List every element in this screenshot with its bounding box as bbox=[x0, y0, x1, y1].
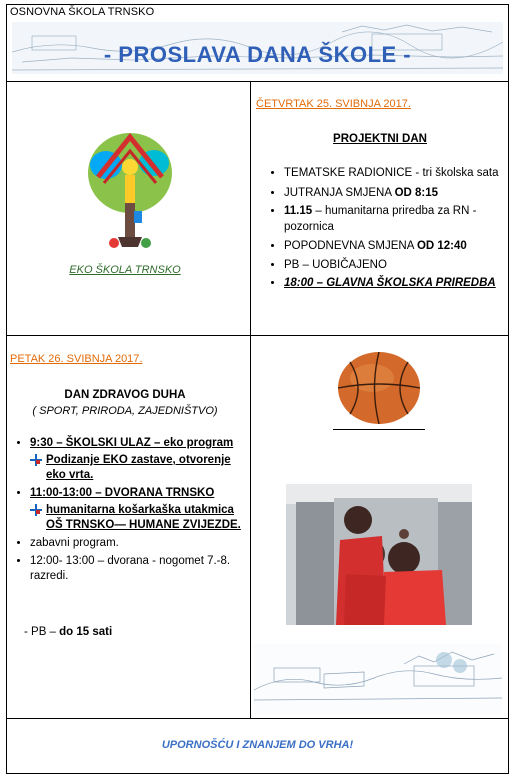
list-item: • TEMATSKE RADIONICE - tri školska sata bbox=[284, 166, 508, 182]
footer-sketch-image bbox=[254, 644, 502, 714]
plus-bullet-icon bbox=[30, 454, 42, 466]
school-motto: UPORNOŠĆU I ZNANJEM DO VRHA! bbox=[161, 739, 354, 751]
list-item: • PB – UOBIČAJENO bbox=[284, 258, 508, 274]
image-underline bbox=[333, 429, 425, 430]
list-item: • JUTRANJA SMJENA OD 8:15 bbox=[284, 186, 508, 202]
list-item: • 12:00- 13:00 – dvorana - nogomet 7.-8. razredi. bbox=[30, 554, 248, 584]
divider-middle bbox=[6, 335, 509, 336]
sub-list-item: Podizanje EKO zastave, otvorenje eko vrta. bbox=[30, 453, 248, 483]
list-item: • 9:30 – ŠKOLSKI ULAZ – eko program Podizanje EKO zastave, otvorenje eko vrta. bbox=[30, 436, 248, 483]
list-item: • 11.15 – humanitarna priredba za RN - pozornica bbox=[284, 204, 508, 235]
pb-closing-line: - PB – do 15 sati bbox=[24, 626, 113, 638]
kids-photo bbox=[286, 484, 472, 625]
friday-title: DAN ZDRAVOG DUHA bbox=[64, 389, 186, 401]
list-item: • POPODNEVNA SMJENA OD 12:40 bbox=[284, 239, 508, 255]
list-item: • zabavni program. bbox=[30, 536, 248, 551]
list-item: • 11:00-13:00 – DVORANA TRNSKO humanitarna košarkaška utakmica OŠ TRNSKO— HUMANE ZVIJEZDE. bbox=[30, 486, 248, 533]
eko-school-logo bbox=[80, 125, 180, 265]
logo-caption: EKO ŠKOLA TRNSKO bbox=[69, 264, 181, 276]
list-item: • 18:00 – GLAVNA ŠKOLSKA PRIREDBA bbox=[284, 276, 508, 292]
thursday-title: PROJEKTNI DAN bbox=[333, 133, 427, 145]
school-name: OSNOVNA ŠKOLA TRNSKO bbox=[10, 6, 155, 18]
divider-footer bbox=[6, 718, 509, 719]
thursday-schedule-list bbox=[268, 166, 508, 295]
friday-schedule-list bbox=[10, 436, 248, 587]
plus-bullet-icon bbox=[30, 504, 42, 516]
page-title: - PROSLAVA DANA ŠKOLE - bbox=[103, 42, 412, 67]
divider-header bbox=[6, 81, 509, 82]
basketball-image bbox=[336, 350, 422, 426]
divider-vertical bbox=[250, 82, 251, 718]
sub-list-item: humanitarna košarkaška utakmica OŠ TRNSKO— HUMANE ZVIJEZDE. bbox=[30, 503, 248, 533]
friday-date: PETAK 26. SVIBNJA 2017. bbox=[10, 353, 143, 365]
friday-subtitle: ( SPORT, PRIRODA, ZAJEDNIŠTVO) bbox=[32, 405, 218, 417]
thursday-date: ČETVRTAK 25. SVIBNJA 2017. bbox=[256, 98, 411, 110]
